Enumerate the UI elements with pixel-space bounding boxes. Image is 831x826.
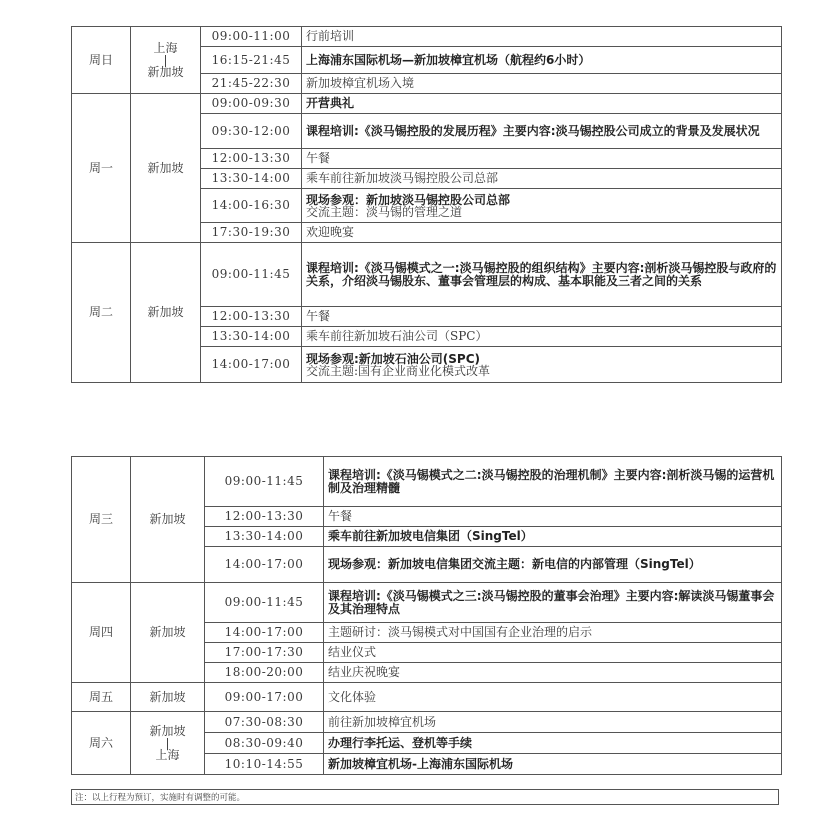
time-cell: 09:00-09:30 [201, 94, 302, 114]
time-cell: 09:30-12:00 [201, 114, 302, 149]
activity-cell: 结业庆祝晚宴 [324, 663, 782, 683]
time-cell: 09:00-11:45 [205, 457, 324, 507]
time-cell: 09:00-11:45 [201, 243, 302, 307]
activity-cell: 乘车前往新加坡电信集团（SingTel） [324, 527, 782, 547]
city-cell-monday: 新加坡 [131, 94, 201, 243]
schedule-table-1 [71, 26, 782, 383]
day-cell-friday: 周五 [72, 683, 131, 712]
time-cell: 17:00-17:30 [205, 643, 324, 663]
schedule-table-2 [71, 456, 782, 775]
city-cell-sunday [131, 27, 201, 94]
time-cell: 12:00-13:30 [201, 149, 302, 169]
activity-cell: 午餐 [324, 507, 782, 527]
activity-cell: 现场参观：新加坡电信集团交流主题：新电信的内部管理（SingTel） [324, 547, 782, 583]
activity-cell: 课程培训:《淡马锡模式之二:淡马锡控股的治理机制》主要内容:剖析淡马锡的运营机制及治理精髓 [324, 457, 782, 507]
time-cell: 13:30-14:00 [205, 527, 324, 547]
time-cell: 12:00-13:30 [205, 507, 324, 527]
activity-cell: 午餐 [302, 307, 782, 327]
activity-cell: 开营典礼 [302, 94, 782, 114]
time-cell: 09:00-11:00 [201, 27, 302, 47]
city-separator: | [165, 736, 170, 750]
visit-topic: 交流主题:国有企业商业化模式改革 [306, 363, 491, 378]
time-cell: 16:15-21:45 [201, 47, 302, 74]
activity-cell [302, 189, 782, 223]
activity-cell: 行前培训 [302, 27, 782, 47]
activity-cell: 欢迎晚宴 [302, 223, 782, 243]
activity-cell: 前往新加坡樟宜机场 [324, 712, 782, 733]
day-cell-wednesday: 周三 [72, 457, 131, 583]
table-row [72, 583, 782, 623]
visit-title: 现场参观：新加坡淡马锡控股公司总部 [306, 192, 511, 207]
table-row [72, 243, 782, 307]
activity-cell: 乘车前往新加坡淡马锡控股公司总部 [302, 169, 782, 189]
table-row [72, 27, 782, 47]
table-row [72, 94, 782, 114]
visit-topic: 交流主题：淡马锡的管理之道 [306, 204, 463, 219]
city-from: 新加坡 [149, 724, 186, 738]
day-cell-saturday: 周六 [72, 712, 131, 775]
time-cell: 21:45-22:30 [201, 74, 302, 94]
time-cell: 10:10-14:55 [205, 754, 324, 775]
city-to: 上海 [155, 748, 180, 762]
day-cell-monday: 周一 [72, 94, 131, 243]
time-cell: 08:30-09:40 [205, 733, 324, 754]
city-cell-wednesday: 新加坡 [131, 457, 205, 583]
visit-title: 现场参观:新加坡石油公司(SPC) [306, 351, 481, 366]
activity-cell: 上海浦东国际机场—新加坡樟宜机场（航程约6小时） [302, 47, 782, 74]
time-cell: 09:00-11:45 [205, 583, 324, 623]
table-row [72, 457, 782, 507]
activity-cell: 课程培训:《淡马锡模式之三:淡马锡控股的董事会治理》主要内容:解读淡马锡董事会及其治理特点 [324, 583, 782, 623]
day-cell-sunday: 周日 [72, 27, 131, 94]
time-cell: 07:30-08:30 [205, 712, 324, 733]
city-separator: | [163, 53, 168, 67]
activity-cell: 乘车前往新加坡石油公司（SPC） [302, 327, 782, 347]
time-cell: 17:30-19:30 [201, 223, 302, 243]
activity-cell: 午餐 [302, 149, 782, 169]
city-cell-tuesday: 新加坡 [131, 243, 201, 383]
day-cell-thursday: 周四 [72, 583, 131, 683]
time-cell: 09:00-17:00 [205, 683, 324, 712]
time-cell: 12:00-13:30 [201, 307, 302, 327]
activity-cell: 文化体验 [324, 683, 782, 712]
time-cell: 13:30-14:00 [201, 169, 302, 189]
time-cell: 18:00-20:00 [205, 663, 324, 683]
activity-cell: 新加坡樟宜机场-上海浦东国际机场 [324, 754, 782, 775]
time-cell: 14:00-17:00 [205, 547, 324, 583]
activity-cell: 结业仪式 [324, 643, 782, 663]
time-cell: 14:00-16:30 [201, 189, 302, 223]
city-cell-saturday [131, 712, 205, 775]
activity-cell: 课程培训:《淡马锡模式之一:淡马锡控股的组织结构》主要内容:剖析淡马锡控股与政府的关系，介绍淡马锡股东、董事会管理层的构成、基本职能及三者之间的关系 [302, 243, 782, 307]
city-to: 新加坡 [147, 65, 184, 79]
activity-cell: 新加坡樟宜机场入境 [302, 74, 782, 94]
city-cell-thursday: 新加坡 [131, 583, 205, 683]
table-row [72, 683, 782, 712]
time-cell: 14:00-17:00 [205, 623, 324, 643]
activity-cell: 课程培训:《淡马锡控股的发展历程》主要内容:淡马锡控股公司成立的背景及发展状况 [302, 114, 782, 149]
activity-cell [302, 347, 782, 383]
time-cell: 13:30-14:00 [201, 327, 302, 347]
table-row [72, 712, 782, 733]
activity-cell: 办理行李托运、登机等手续 [324, 733, 782, 754]
city-from: 上海 [153, 41, 178, 55]
time-cell: 14:00-17:00 [201, 347, 302, 383]
day-cell-tuesday: 周二 [72, 243, 131, 383]
activity-cell: 主题研讨：淡马锡模式对中国国有企业治理的启示 [324, 623, 782, 643]
schedule-note: 注：以上行程为预订，实施时有调整的可能。 [71, 789, 779, 805]
city-cell-friday: 新加坡 [131, 683, 205, 712]
